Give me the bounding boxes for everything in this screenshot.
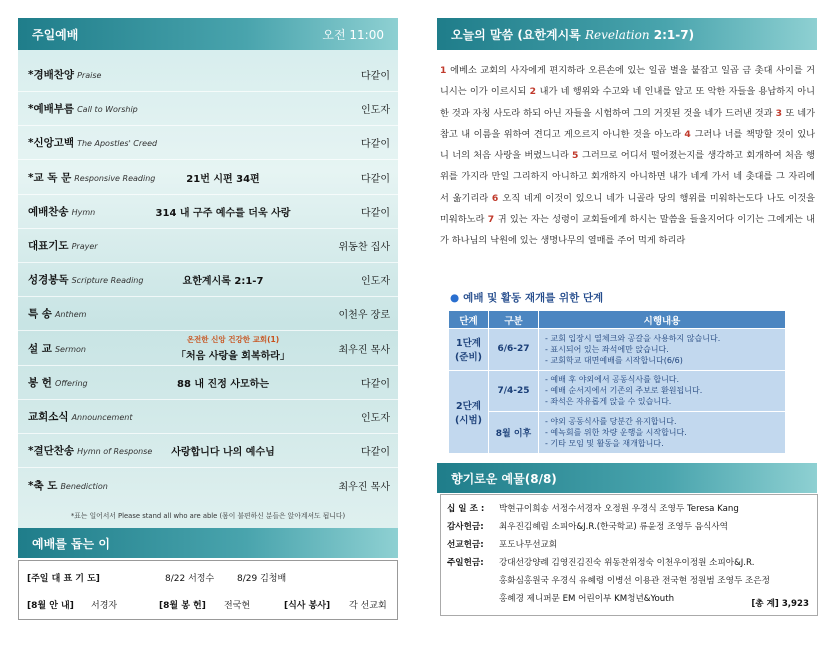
order-name: 봉 헌 Offering xyxy=(28,376,88,389)
sermon-series: 온전한 신앙 건강한 교회(1) xyxy=(186,335,280,345)
steps-title: ● 예배 및 활동 재개를 위한 단계 xyxy=(450,292,604,304)
order-name-en: Responsive Reading xyxy=(74,173,156,183)
order-name-en: Hymn xyxy=(71,207,96,217)
offering-row xyxy=(447,538,558,550)
verse-number: 7 xyxy=(487,214,498,226)
offering-header xyxy=(437,463,817,493)
helpers-title: 예배를 돕는 이 xyxy=(32,536,110,551)
steps-item: - 야외 공동식사를 당분간 유지합니다. xyxy=(545,417,677,427)
scripture-title-en: Revelation xyxy=(584,27,650,42)
order-leader: 다같이 xyxy=(361,447,390,459)
helpers-box xyxy=(18,560,398,620)
order-row xyxy=(18,434,398,468)
verse-number: 3 xyxy=(775,107,786,119)
order-name-en: The Apostles' Creed xyxy=(77,139,158,149)
order-row xyxy=(18,58,398,92)
order-detail: 314 내 구주 예수를 더욱 사랑 xyxy=(155,207,291,219)
order-row xyxy=(18,297,398,331)
order-leader: 다같이 xyxy=(361,71,390,82)
order-detail: 21번 시편 34편 xyxy=(186,173,260,185)
order-row xyxy=(18,126,398,160)
order-leader: 다같이 xyxy=(361,378,390,390)
order-leader: 위동찬 집사 xyxy=(338,242,390,253)
steps-desc xyxy=(539,329,786,371)
order-row xyxy=(18,161,398,195)
order-leader: 최우진 목사 xyxy=(338,344,390,356)
steps-table xyxy=(448,310,786,454)
order-name-en: Anthem xyxy=(54,310,87,320)
order-leader: 인도자 xyxy=(361,276,390,288)
offering-row xyxy=(447,520,728,532)
meal-label: [식사 봉사] xyxy=(284,601,331,611)
order-name-en: Call to Worship xyxy=(77,105,138,115)
offer-label: [8월 봉 헌] xyxy=(159,601,206,611)
order-name-en: Praise xyxy=(77,71,102,80)
verse-number: 1 xyxy=(440,65,451,76)
order-name: 설 교 Sermon xyxy=(28,342,86,355)
order-row xyxy=(18,92,398,126)
order-leader: 최우진 목사 xyxy=(338,481,390,493)
order-leader: 다같이 xyxy=(361,173,390,185)
offering-row xyxy=(447,556,755,568)
scripture-header xyxy=(437,18,817,50)
scripture-text xyxy=(440,60,815,252)
verse-number: 2 xyxy=(529,86,540,98)
service-order-panel xyxy=(18,18,398,528)
steps-item: - 교회학교 대면예배를 시작합니다(6/6) xyxy=(545,355,683,365)
order-detail: 88 내 진정 사모하는 xyxy=(177,378,269,390)
order-name-en: Scripture Reading xyxy=(71,276,144,286)
steps-item: - 예녹회를 위한 차량 운행을 시작합니다. xyxy=(545,428,687,438)
steps-row xyxy=(449,412,786,454)
order-row xyxy=(18,263,398,297)
order-detail: 요한계시록 2:1-7 xyxy=(182,276,264,288)
offering-label: 주일헌금: xyxy=(447,558,484,568)
steps-item: - 예배 후 야외에서 공동식사를 합니다. xyxy=(545,375,680,385)
steps-row xyxy=(449,329,786,371)
order-row xyxy=(18,332,398,366)
service-title: 주일예배 xyxy=(32,27,79,42)
steps-header-content: 시행내용 xyxy=(539,311,786,329)
offering-box xyxy=(440,494,818,616)
offering-names: 박현규이희송 서정수서경자 오정원 우경식 조영두 Teresa Kang xyxy=(499,504,739,514)
verse-text: 그러므로 어디서 떨어졌는지를 생각하고 회개하여 처음 행위를 가지라 만일 그리하지 아니하고 회개하지 아니하면 내가 네게 가서 네 촛대를 그 자리에서 옮기리라 xyxy=(440,150,816,204)
steps-header-period: 구분 xyxy=(489,311,539,329)
scripture-title: 오늘의 말씀 (요한계시록 xyxy=(451,27,581,42)
steps-item: - 예배 순서지에서 기존의 주보로 환원됩니다. xyxy=(545,386,703,396)
order-detail: 사랑합니다 나의 예수님 xyxy=(171,447,275,459)
order-name-en: Hymn of Response xyxy=(77,447,153,457)
meal-name: 각 선교회 xyxy=(349,601,387,611)
order-name: *축 도 Benediction xyxy=(28,479,108,492)
guide-label: [8월 안 내] xyxy=(27,601,74,611)
order-leader: 인도자 xyxy=(361,105,390,117)
standing-note: *표는 일어서서 Please stand all who are able (몸이 불편하신 분들은 앉아계셔도 됩니다) xyxy=(70,512,346,520)
offering-label: 감사헌금: xyxy=(447,522,484,532)
order-row xyxy=(18,400,398,434)
order-name: 교회소식 Announcement xyxy=(28,411,133,423)
steps-period: 7/4-25 xyxy=(489,370,539,412)
offering-names: 최우진김혜림 소피아&J.R.(한국학교) 류윤정 조영두 음식사역 xyxy=(499,522,728,532)
order-name: 예배찬송 Hymn xyxy=(28,205,96,218)
verse-number: 4 xyxy=(684,128,695,140)
scripture-ref: 2:1-7) xyxy=(653,27,695,42)
order-name: 대표기도 Prayer xyxy=(28,240,98,252)
order-name: *교 독 문 Responsive Reading xyxy=(28,171,156,184)
guide-name: 서경자 xyxy=(91,601,118,611)
order-leader: 인도자 xyxy=(361,413,390,424)
order-name: *예배부름 Call to Worship xyxy=(28,103,138,116)
steps-item: - 교회 입장시 열체크와 공갈을 사용하지 않습니다. xyxy=(545,333,721,343)
offering-names: 강대선강양례 김영진김진숙 위동찬위정숙 이천우이정원 소피아&J.R. xyxy=(499,558,755,568)
steps-stage: 1단계 (준비) xyxy=(449,329,489,371)
verse-text: 내가 네 행위와 수고와 네 인내를 알고 또 악한 자들을 용납하지 아니한 것과 자칭 사도라 하되 아닌 자들을 시험하여 그의 거짓된 것을 네가 드러낸 것과 xyxy=(440,86,815,119)
offering-label: 선교헌금: xyxy=(447,540,484,550)
order-row xyxy=(18,366,398,400)
service-header xyxy=(18,18,398,50)
order-name: *신앙고백 The Apostles' Creed xyxy=(28,137,158,150)
order-leader: 이천우 장로 xyxy=(338,310,390,322)
bullet-icon: ● xyxy=(450,292,460,304)
steps-item: - 표시되어 있는 좌석에만 앉습니다. xyxy=(545,344,669,354)
sermon-title-block xyxy=(158,334,308,362)
verse-number: 6 xyxy=(491,192,503,204)
prayer-2: 8/29 김청배 xyxy=(237,574,287,584)
verse-number: 5 xyxy=(572,150,583,162)
offering-names: 홍화심홍원국 우경식 유혜령 이병선 이용관 전국현 정원범 조영두 조은정 xyxy=(499,576,770,586)
helpers-header xyxy=(18,528,398,558)
order-row xyxy=(18,229,398,263)
order-name: *결단찬송 Hymn of Response xyxy=(28,445,153,458)
order-name-en: Offering xyxy=(54,378,88,388)
steps-header-stage: 단계 xyxy=(449,311,489,329)
order-row xyxy=(18,468,398,502)
steps-period: 6/6-27 xyxy=(489,329,539,371)
order-name-en: Benediction xyxy=(60,481,108,491)
order-name-en: Prayer xyxy=(71,242,98,251)
order-name-en: Announcement xyxy=(71,413,133,422)
verse-text: 오직 네게 이것이 있으니 네가 니골라 당의 행위를 미워하는도다 나도 이것을 미워하노라 xyxy=(440,192,816,226)
prayer-1: 8/22 서정수 xyxy=(165,574,215,584)
prayer-label: [주일 대 표 기 도] xyxy=(27,574,100,584)
offering-total: [총 계] 3,923 xyxy=(751,599,809,609)
steps-stage: 2단계 (시범) xyxy=(449,370,489,453)
offering-label: 십 일 조 : xyxy=(447,504,485,514)
service-time: 오전 11:00 xyxy=(322,27,384,42)
steps-row xyxy=(449,370,786,412)
offer-name: 전국현 xyxy=(224,601,251,611)
order-name-en: Sermon xyxy=(54,344,86,354)
sermon-title: 「처음 사랑을 회복하라」 xyxy=(176,351,290,363)
offering-row xyxy=(447,502,739,514)
order-leader: 다같이 xyxy=(361,139,390,151)
order-row xyxy=(18,195,398,229)
offering-names: 홍혜경 제니퍼문 EM 어린이부 KM청년&Youth xyxy=(499,594,675,604)
verse-text: 귀 있는 자는 성령이 교회들에게 하시는 말씀을 들을지어다 이기는 그에게는 내가 하나님의 낙원에 있는 생명나무의 열매를 주어 먹게 하리라 xyxy=(440,214,816,247)
steps-item: - 좌석은 자유롭게 앉을 수 있습니다. xyxy=(545,397,672,407)
offering-names: 포도나무선교회 xyxy=(499,540,558,550)
order-name: *경배찬양 Praise xyxy=(28,69,102,81)
offering-title: 향기로운 예물(8/8) xyxy=(451,471,557,486)
order-name: 특 송 Anthem xyxy=(28,308,87,321)
verse-text: 또 네가 참고 내 이름을 위하여 견디고 게으르지 아니한 것을 아노라 xyxy=(440,107,816,140)
order-leader: 다같이 xyxy=(361,207,390,219)
steps-desc xyxy=(539,370,786,412)
verse-text: 그러나 너를 책망할 것이 있나니 너의 처음 사랑을 버렸느니라 xyxy=(440,128,816,162)
order-name: 성경봉독 Scripture Reading xyxy=(28,274,144,287)
steps-item: - 기타 모임 및 활동을 재개합니다. xyxy=(545,439,664,449)
steps-desc xyxy=(539,412,786,454)
verse-text: 에베소 교회의 사자에게 편지하라 오른손에 있는 일곱 별을 붙잡고 일곱 금 촛대 사이를 거니시는 이가 이르시되 xyxy=(440,65,815,98)
steps-period: 8월 이후 xyxy=(489,412,539,454)
